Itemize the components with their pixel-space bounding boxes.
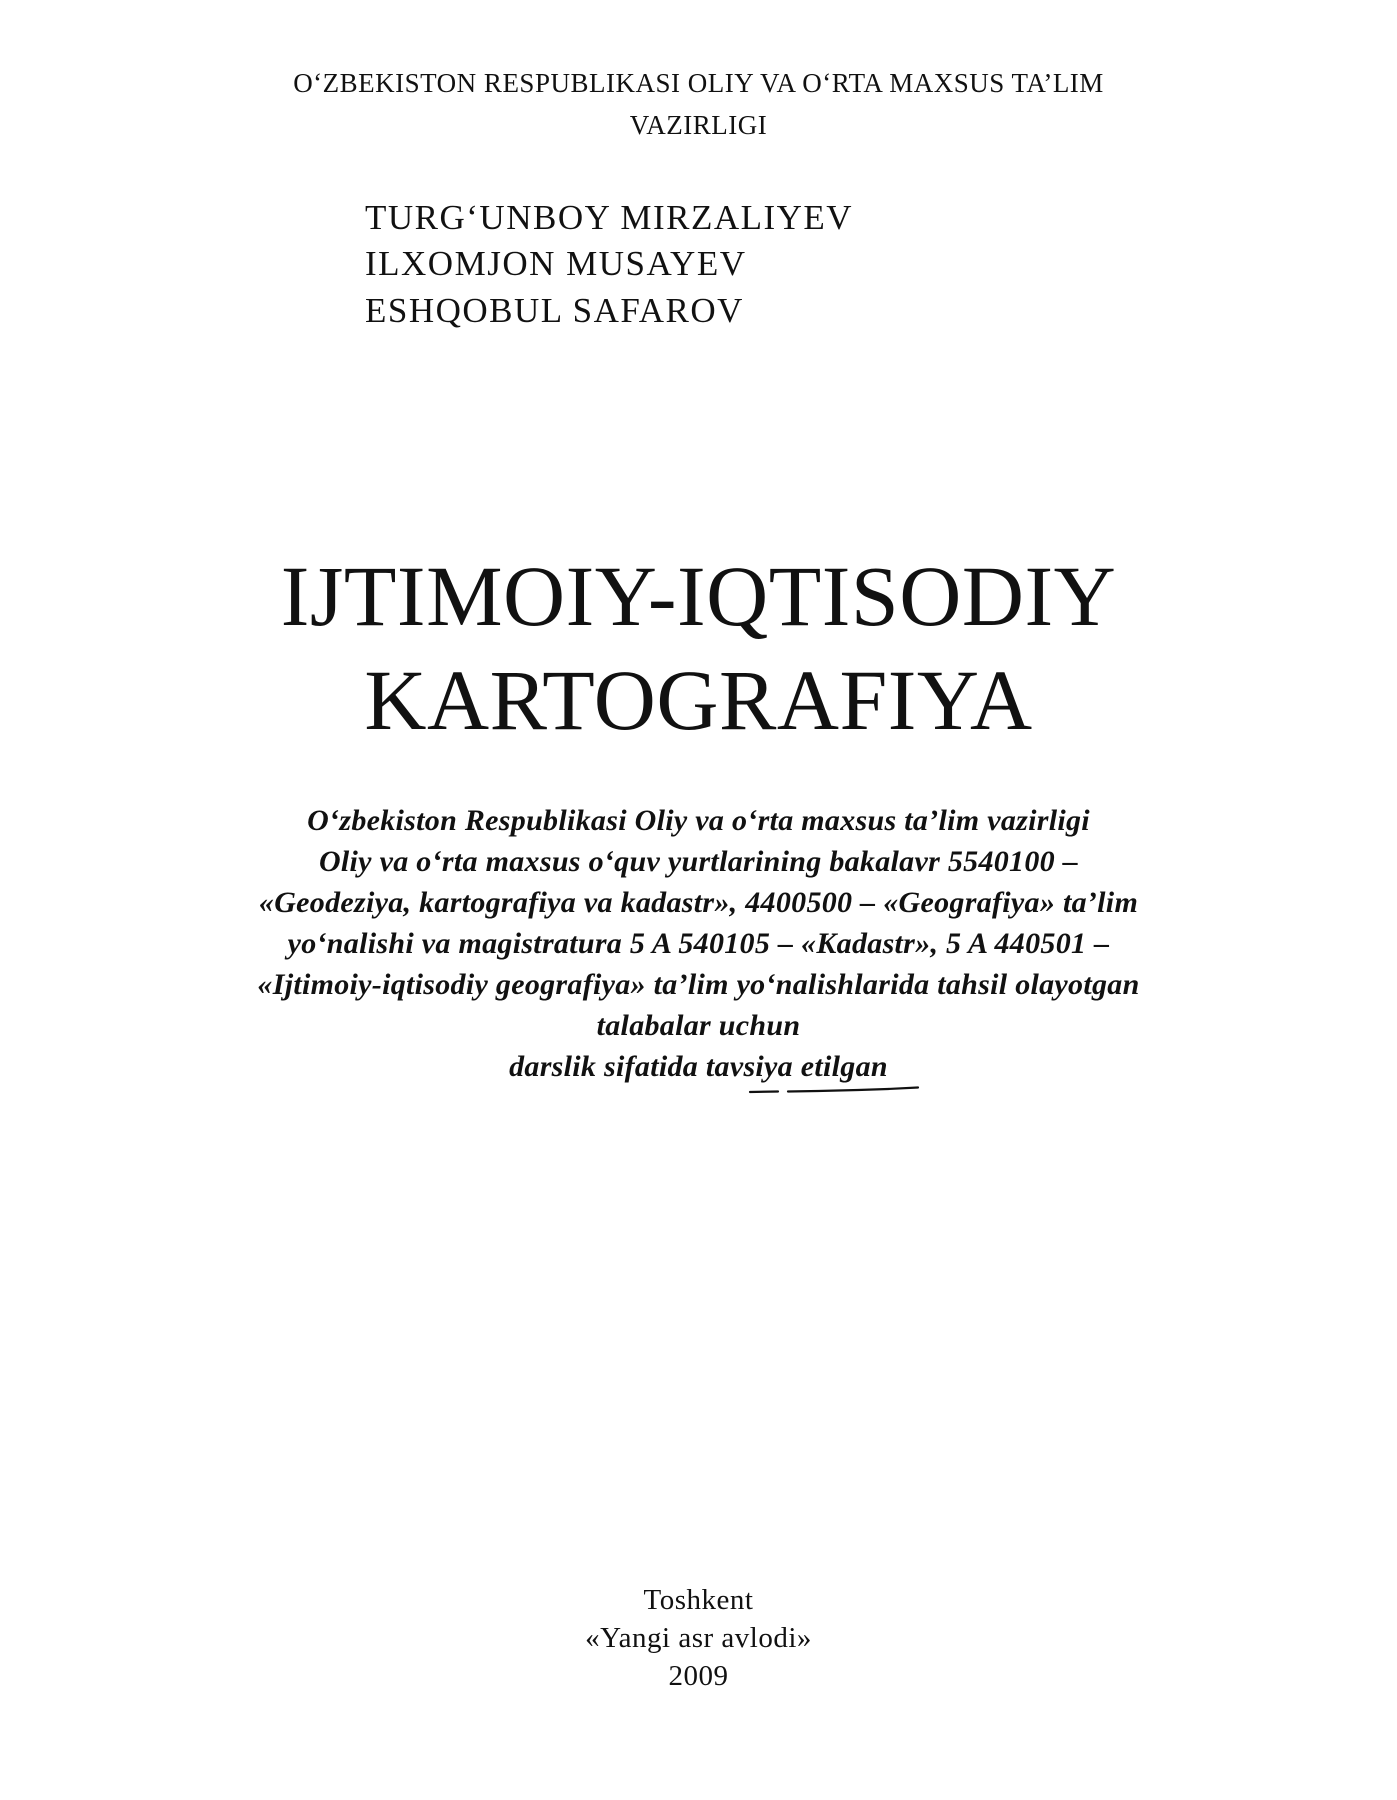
publication-year: 2009 [668,1660,729,1692]
recommendation-line-6: talabalar uchun [596,1009,801,1042]
author-2: ILXOMJON MUSAYEV [365,244,747,283]
recommendation-line-7: darslik sifatida tavsiya etilgan [509,1050,888,1083]
recommendation-line-4: yo‘nalishi va magistratura 5 A 540105 – «Kadastr», 5 A 440501 – [287,927,1110,960]
pen-underline-stroke [748,1086,920,1094]
recommendation-line-3: «Geodeziya, kartografiya va kadastr», 4400500 – «Geografiya» ta’lim [258,886,1139,919]
recommendation-line-5: «Ijtimoiy-iqtisodiy geografiya» ta’lim yo‘nalishlarida tahsil olayotgan [257,968,1140,1001]
book-title-line-1: IJTIMOIY-IQTISODIY [280,548,1117,644]
publisher-city: Toshkent [643,1584,754,1616]
author-1: TURG‘UNBOY MIRZALIYEV [365,198,854,237]
book-title-line-2: KARTOGRAFIYA [364,652,1033,748]
recommendation-line-1: O‘zbekiston Respublikasi Oliy va o‘rta maxsus ta’lim vazirligi [307,804,1090,837]
ministry-line-1: O‘ZBEKISTON RESPUBLIKASI OLIY VA O‘RTA MAXSUS TA’LIM [293,68,1104,98]
recommendation-line-2: Oliy va o‘rta maxsus o‘quv yurtlarining bakalavr 5540100 – [318,845,1079,878]
publisher-name: «Yangi asr avlodi» [585,1622,812,1654]
author-3: ESHQOBUL SAFAROV [365,291,744,330]
ministry-line-2: VAZIRLIGI [629,110,768,140]
